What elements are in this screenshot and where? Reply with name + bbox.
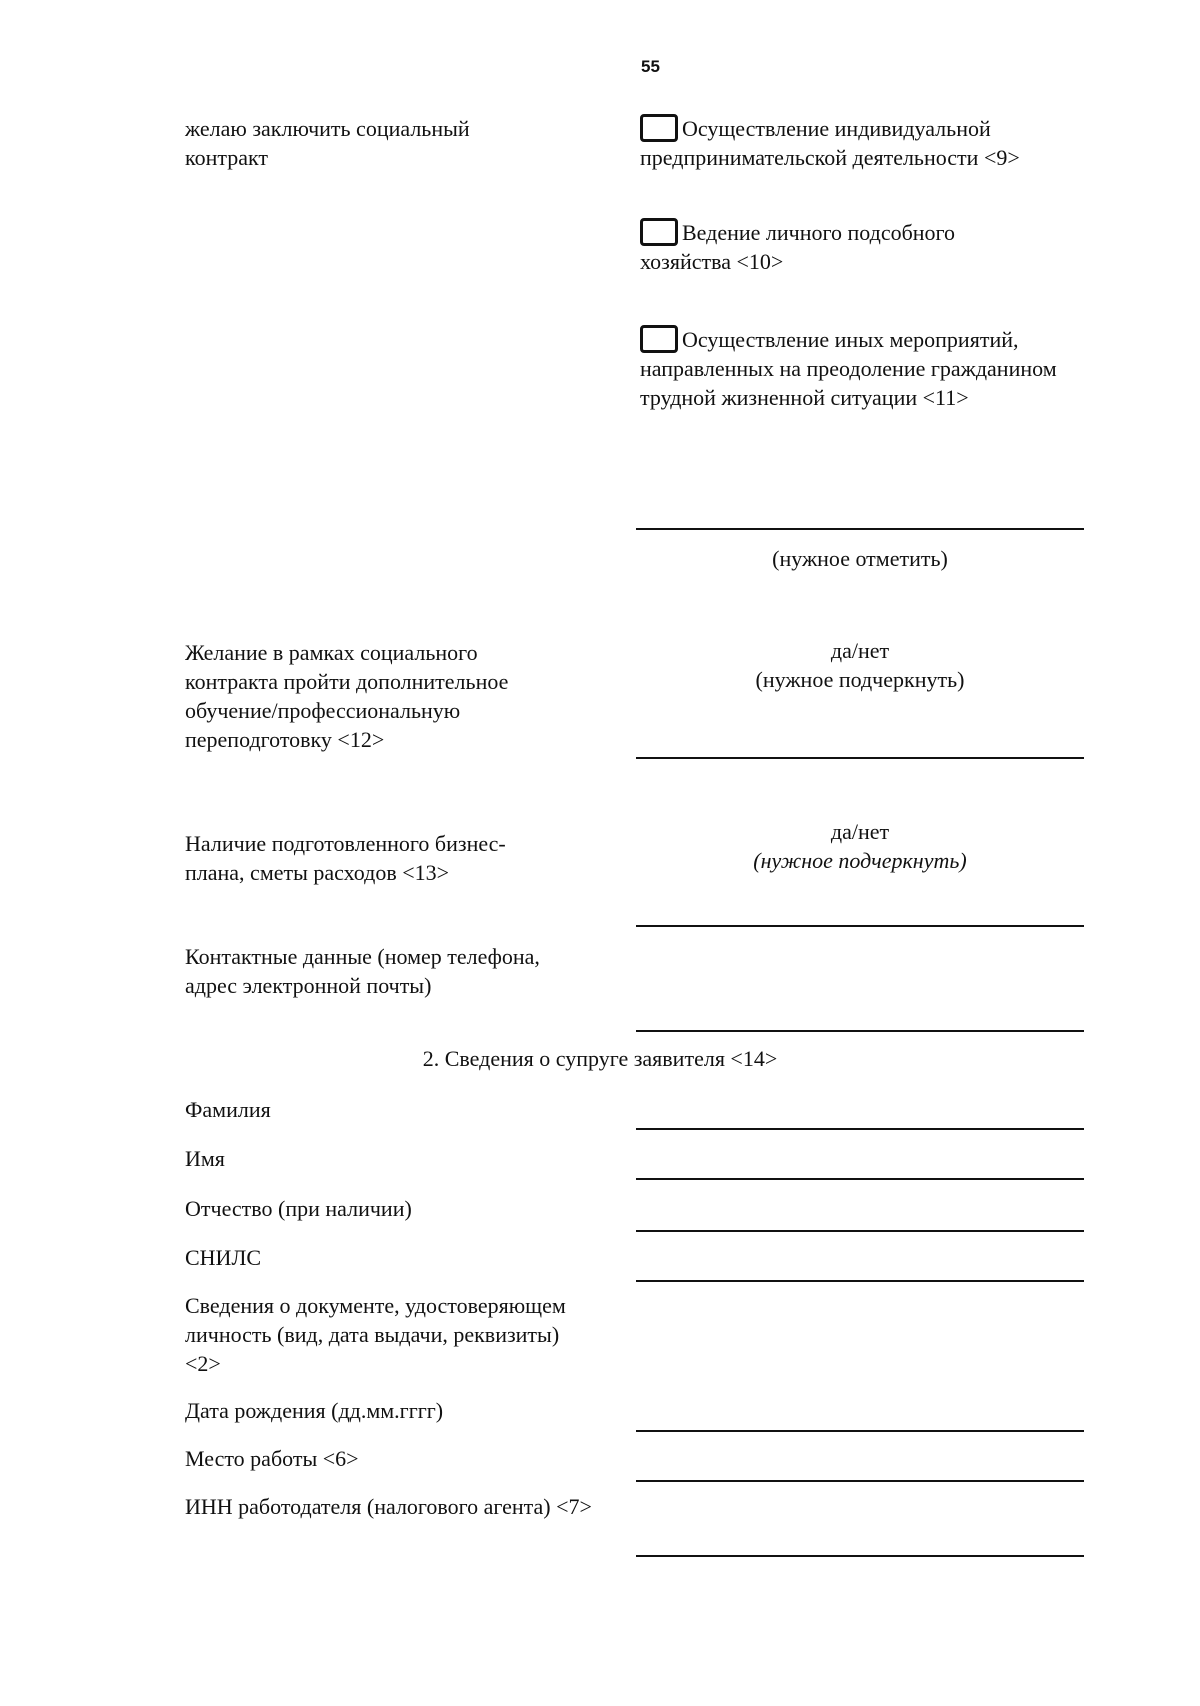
surname-label: Фамилия [185, 1097, 271, 1122]
option-label: Осуществление иных мероприятий, направленных на преодоление гражданином трудной жизненной ситуации <11> [640, 327, 1057, 410]
option-label: Осуществление индивидуальной предпринимательской деятельности <9> [640, 116, 1020, 170]
snils-line[interactable] [636, 1280, 1084, 1282]
contacts-label: Контактные данные (номер телефона, адрес электронной почты) [185, 944, 540, 998]
name-line[interactable] [636, 1178, 1084, 1180]
social-contract-label: желаю заключить социальный контракт [185, 116, 470, 170]
section2-title: 2. Сведения о супруге заявителя <14> [422, 1046, 778, 1071]
id-document-label: Сведения о документе, удостоверяющем личность (вид, дата выдачи, реквизиты) <2> [185, 1293, 566, 1376]
option-other-measures[interactable] [640, 325, 1070, 412]
employer-inn-line[interactable] [636, 1555, 1084, 1557]
training-label: Желание в рамках социального контракта пройти дополнительное обучение/профессиональную переподготовку <12> [185, 640, 509, 752]
patronymic-label: Отчество (при наличии) [185, 1196, 412, 1221]
workplace-line[interactable] [636, 1480, 1084, 1482]
employer-inn-label: ИНН работодателя (налогового агента) <7> [185, 1494, 592, 1519]
birth-date-label: Дата рождения (дд.мм.гггг) [185, 1398, 444, 1423]
checkbox-personal-farming[interactable] [640, 218, 678, 246]
training-line [636, 757, 1084, 759]
option-personal-farming[interactable] [640, 218, 1020, 276]
option-label: Ведение личного подсобного хозяйства <10> [640, 220, 956, 274]
snils-label: СНИЛС [185, 1245, 262, 1270]
training-answer[interactable]: да/нет [830, 638, 890, 663]
workplace-label: Место работы <6> [185, 1446, 359, 1471]
business-plan-hint: (нужное подчеркнуть) [753, 848, 967, 873]
checkbox-other-measures[interactable] [640, 325, 678, 353]
surname-line[interactable] [636, 1128, 1084, 1130]
option-individual-entrepreneurship[interactable] [640, 114, 1080, 172]
business-plan-label: Наличие подготовленного бизнес-плана, сметы расходов <13> [185, 831, 506, 885]
social-contract-signature-line [636, 528, 1084, 530]
name-label: Имя [185, 1146, 225, 1171]
social-contract-hint: (нужное отметить) [772, 546, 948, 571]
page-number: 55 [641, 57, 660, 76]
checkbox-individual-entrepreneurship[interactable] [640, 114, 678, 142]
business-plan-line [636, 925, 1084, 927]
patronymic-line[interactable] [636, 1230, 1084, 1232]
business-plan-answer[interactable]: да/нет [830, 819, 890, 844]
contacts-line[interactable] [636, 1030, 1084, 1032]
training-hint: (нужное подчеркнуть) [755, 667, 965, 692]
birth-date-line[interactable] [636, 1430, 1084, 1432]
